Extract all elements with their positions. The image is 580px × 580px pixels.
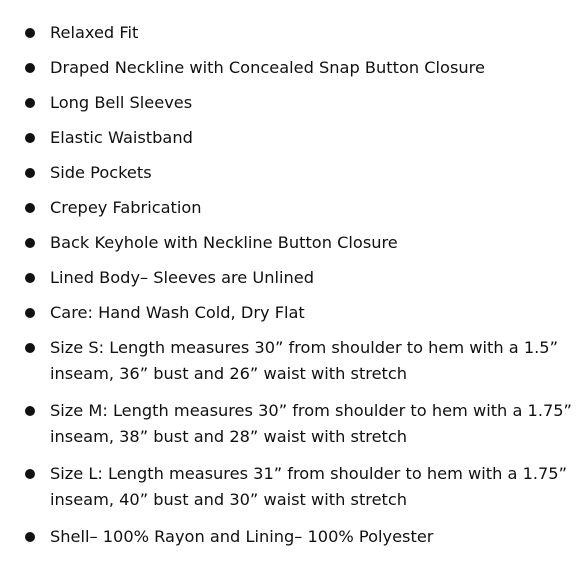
bullet-icon	[25, 203, 35, 213]
bullet-icon	[25, 98, 35, 108]
feature-text: Size L: Length measures 31” from shoulder to hem with a 1.75” inseam, 40” bust and 30” waist with stretch	[50, 464, 567, 509]
feature-item	[0, 195, 580, 221]
feature-item	[0, 160, 580, 186]
feature-text: Crepey Fabrication	[50, 198, 202, 217]
feature-item	[0, 20, 580, 46]
bullet-icon	[25, 28, 35, 38]
bullet-icon	[25, 168, 35, 178]
feature-item	[0, 524, 580, 550]
feature-item	[0, 300, 580, 326]
bullet-icon	[25, 63, 35, 73]
feature-list	[0, 20, 580, 550]
feature-text: Elastic Waistband	[50, 128, 193, 147]
feature-text: Draped Neckline with Concealed Snap Button Closure	[50, 58, 485, 77]
feature-text: Care: Hand Wash Cold, Dry Flat	[50, 303, 305, 322]
feature-text: Size S: Length measures 30” from shoulder to hem with a 1.5” inseam, 36” bust and 26” waist with stretch	[50, 338, 558, 383]
feature-item	[0, 230, 580, 256]
bullet-icon	[25, 343, 35, 353]
feature-text: Long Bell Sleeves	[50, 93, 193, 112]
feature-item	[0, 265, 580, 291]
bullet-icon	[25, 532, 35, 542]
feature-item	[0, 125, 580, 151]
feature-item-size-m	[0, 398, 580, 450]
feature-text: Size M: Length measures 30” from shoulder to hem with a 1.75” inseam, 38” bust and 28” waist with stretch	[50, 401, 572, 446]
feature-text: Back Keyhole with Neckline Button Closure	[50, 233, 398, 252]
bullet-icon	[25, 406, 35, 416]
bullet-icon	[25, 469, 35, 479]
feature-text: Relaxed Fit	[50, 23, 139, 42]
feature-item	[0, 55, 580, 81]
bullet-icon	[25, 308, 35, 318]
bullet-icon	[25, 273, 35, 283]
feature-text: Side Pockets	[50, 163, 152, 182]
feature-item-size-s	[0, 335, 580, 387]
feature-item	[0, 90, 580, 116]
feature-text: Shell– 100% Rayon and Lining– 100% Polyester	[50, 527, 434, 546]
bullet-icon	[25, 238, 35, 248]
feature-text: Lined Body– Sleeves are Unlined	[50, 268, 314, 287]
bullet-icon	[25, 133, 35, 143]
feature-item-size-l	[0, 461, 580, 513]
